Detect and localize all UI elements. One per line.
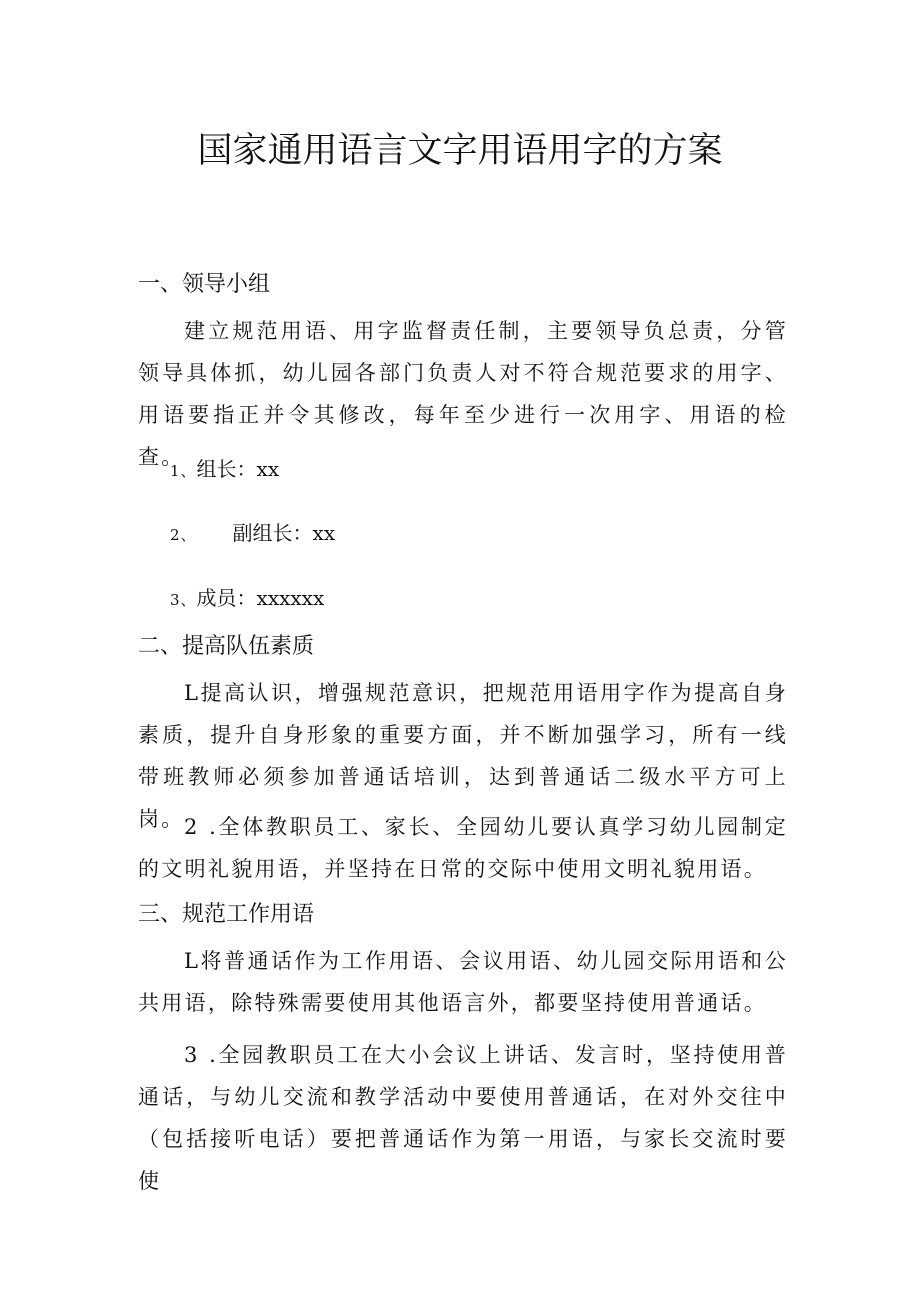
list-item-deputy-leader — [170, 518, 335, 550]
section1-paragraph: 建立规范用语、用字监督责任制，主要领导负总责，分管领导具体抓，幼儿园各部门负责人对不符合规范要求的用字、用语要指正并令其修改，每年至少进行一次用字、用语的检查。 — [138, 319, 788, 469]
list-item-number: 2、 — [170, 526, 197, 544]
section-heading-leadership: 一、领导小组 — [138, 272, 271, 297]
section3-paragraph-2: 3 .全园教职员工在大小会议上讲话、发言时，坚持使用普通话，与幼儿交流和教学活动中要使用普通话，在对外交往中（包括接听电话）要把普通话作为第一用语，与家长交流时要使 — [138, 1043, 788, 1193]
list-item-number: 1、 — [170, 462, 197, 480]
list-item-leader — [170, 454, 279, 486]
list-item-text: 成员：xxxxxx — [196, 586, 325, 610]
list-item-number: 3、 — [170, 591, 197, 609]
section-heading-team-quality: 二、提高队伍素质 — [138, 634, 315, 659]
list-item-members — [170, 583, 324, 615]
document-title: 国家通用语言文字用语用字的方案 — [197, 131, 723, 171]
section3-paragraph-1: L将普通话作为工作用语、会议用语、幼儿园交际用语和公共用语，除特殊需要使用其他语言外，都要坚持使用普通话。 — [138, 949, 788, 1015]
section-heading-work-language: 三、规范工作用语 — [138, 902, 315, 927]
section2-paragraph-1: L提高认识，增强规范意识，把规范用语用字作为提高自身素质，提升自身形象的重要方面，并不断加强学习，所有一线带班教师必须参加普通话培训，达到普通话二级水平方可上岗。 — [138, 681, 788, 831]
list-item-text: 组长：xx — [196, 457, 280, 481]
section2-paragraph-2: 2 .全体教职员工、家长、全园幼儿要认真学习幼儿园制定的文明礼貌用语，并坚持在日常的交际中使用文明礼貌用语。 — [138, 815, 788, 881]
list-item-text: 副组长：xx — [232, 521, 336, 545]
